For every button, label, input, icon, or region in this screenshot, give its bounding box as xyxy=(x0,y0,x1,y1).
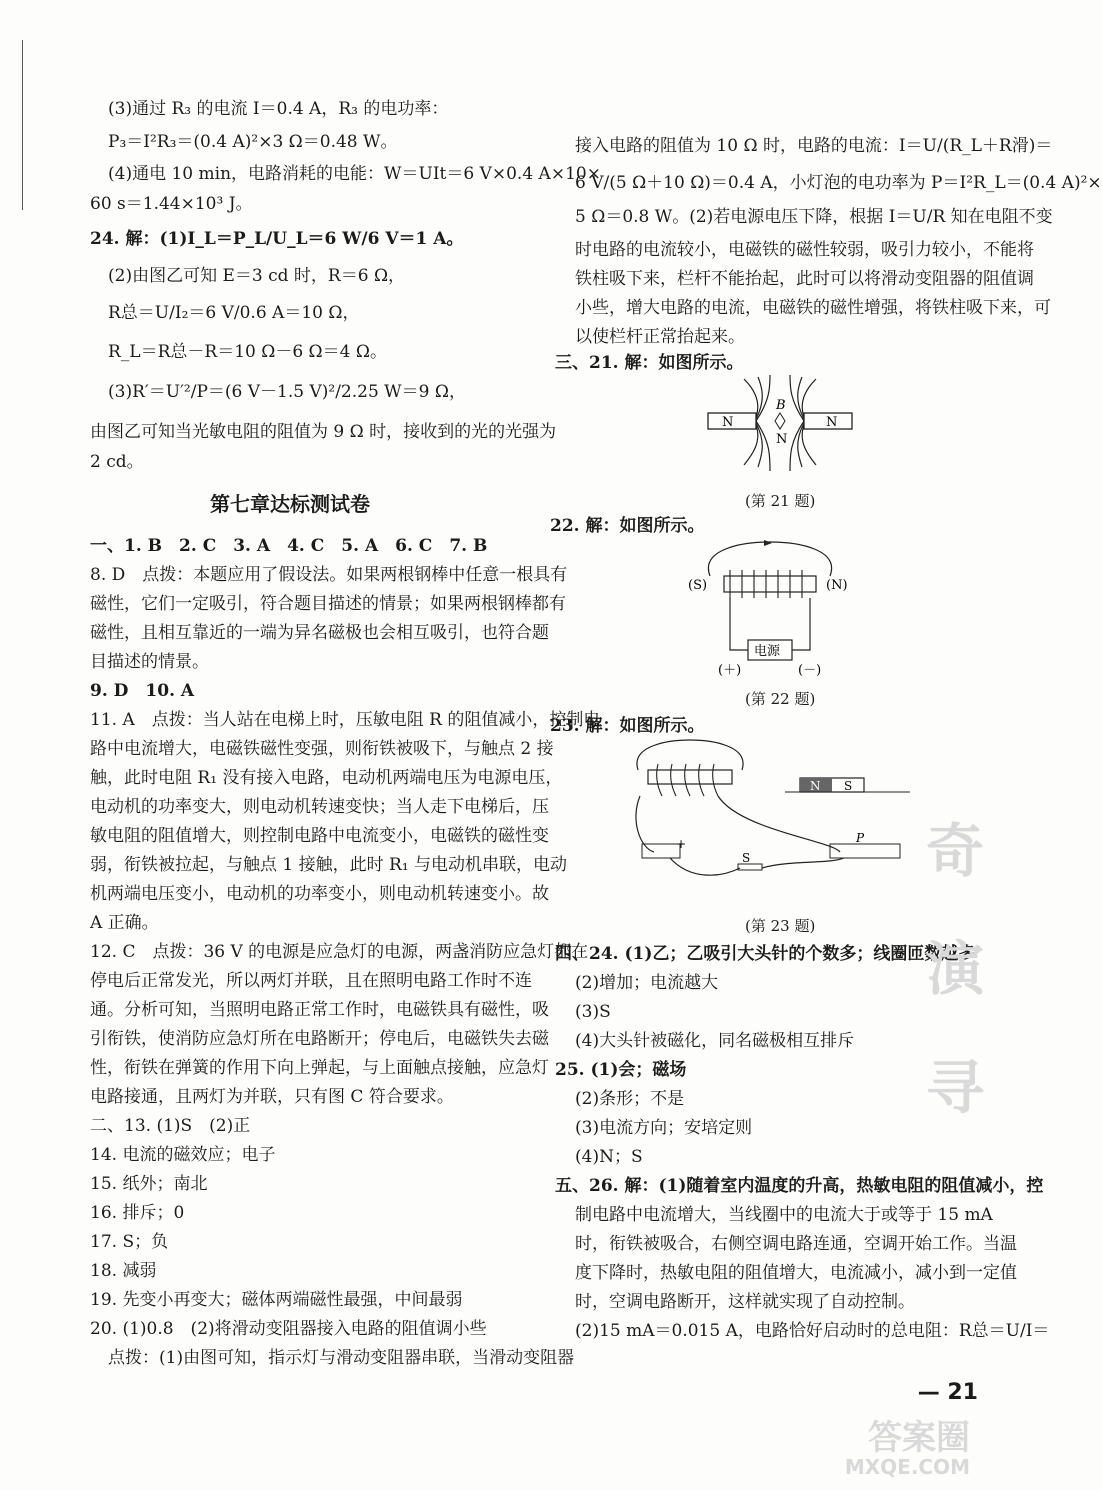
answer-line: 磁性，它们一定吸引，符合题目描述的情景；如果两根钢棒都有 xyxy=(90,594,566,614)
rheostat xyxy=(830,844,900,858)
answer-line: 制电路中电流增大，当线圈中的电流大于或等于 15 mA xyxy=(575,1205,993,1225)
fig21-label: N xyxy=(722,415,734,430)
text-line: 由图乙可知当光敏电阻的阻值为 9 Ω 时，接收到的光的光强为 xyxy=(90,422,557,442)
answer-line: 9. D 10. A xyxy=(90,681,195,701)
answer-line: 触，此时电阻 R₁ 没有接入电路，电动机两端电压为电源电压， xyxy=(90,768,563,788)
answer-line: 19. 先变小再变大；磁体两端磁性最强，中间最弱 xyxy=(90,1290,463,1310)
answer-line: A 正确。 xyxy=(90,913,159,933)
field-loop xyxy=(708,542,831,576)
answer-line: 度下降时，热敏电阻的阻值增大，电流减小，减小到一定值 xyxy=(575,1263,1017,1283)
answer-line: 11. A 点拨：当人站在电梯上时，压敏电阻 R 的阻值减小，控制电 xyxy=(90,710,601,730)
fig22-label: (－) xyxy=(798,663,822,678)
answer-line: 性，衔铁在弹簧的作用下向上弹起，与上面触点接触，应急灯 xyxy=(90,1058,549,1078)
answer-line: 磁性，且相互靠近的一端为异名磁极也会相互吸引，也符合题 xyxy=(90,623,549,643)
answer-line: (2)增加；电流越大 xyxy=(575,973,719,993)
answer-line: 20. (1)0.8 (2)将滑动变阻器接入电路的阻值调小些 xyxy=(90,1319,487,1339)
text-line: 60 s＝1.44×10³ J。 xyxy=(90,194,253,214)
text-line: 接入电路的阻值为 10 Ω 时，电路的电流：I＝U/(R_L＋R滑)＝ xyxy=(575,136,1053,156)
text-line: 时电路的电流较小，电磁铁的磁性较弱，吸引力较小，不能将 xyxy=(575,240,1034,260)
wire xyxy=(730,598,810,650)
answer-line: 敏电阻的阻值增大，则控制电路中电流变小，电磁铁的磁性变 xyxy=(90,826,549,846)
fig22-label: (S) xyxy=(688,578,708,593)
text-line: R总＝U/I₂＝6 V/0.6 A＝10 Ω， xyxy=(108,303,360,323)
text-line: 小些，增大电路的电流，电磁铁的磁性增强，将铁柱吸下来，可 xyxy=(575,298,1051,318)
answer-line: 点拨：(1)由图可知，指示灯与滑动变阻器串联，当滑动变阻器 xyxy=(108,1348,575,1368)
fig23-label: S xyxy=(742,851,751,865)
answer-line: 电路接通，且两灯为并联，只有图 C 符合要求。 xyxy=(90,1087,454,1107)
solenoid-core xyxy=(648,770,732,784)
page-number-value: 21 xyxy=(947,1380,978,1405)
fig22-label: 电源 xyxy=(754,644,781,659)
answer-line: 通。分析可知，当照明电路正常工作时，电磁铁具有磁性，吸 xyxy=(90,1000,549,1020)
fig21-label: N xyxy=(776,432,788,447)
fig23-label: S xyxy=(844,779,853,793)
text-line: 2 cd。 xyxy=(90,452,144,472)
answer-line: 时，衔铁被吸合，右侧空调电路连通，空调开始工作。当温 xyxy=(575,1234,1017,1254)
text-line: 5 Ω＝0.8 W。(2)若电源电压下降，根据 I＝U/R 知在电阻不变 xyxy=(575,207,1053,227)
fig23-label: + xyxy=(676,837,687,851)
text-line: 以使栏杆正常抬起来。 xyxy=(575,327,745,347)
answer-line: 引衔铁，使消防应急灯所在电路断开；停电后，电磁铁失去磁 xyxy=(90,1029,549,1049)
text-line: (3)通过 R₃ 的电流 I＝0.4 A，R₃ 的电功率： xyxy=(108,99,449,119)
figure-caption: (第 22 题) xyxy=(745,690,816,708)
answer-line: (2)15 mA＝0.015 A，电路恰好启动时的总电阻：R总＝U/I＝ xyxy=(575,1321,1050,1341)
text-line: (4)通电 10 min，电路消耗的电能：W＝UIt＝6 V×0.4 A×10× xyxy=(108,164,601,184)
field-lines xyxy=(744,375,816,471)
page-number xyxy=(918,1380,978,1405)
figure-caption: (第 23 题) xyxy=(745,917,816,935)
answer-line: (4)大头针被磁化，同名磁极相互排斥 xyxy=(575,1031,855,1051)
answer-line: 目描述的情景。 xyxy=(90,652,209,672)
answer-line: 路中电流增大，电磁铁磁性变强，则衔铁被吸下，与触点 2 接 xyxy=(90,739,554,759)
coil-windings xyxy=(657,764,718,796)
text-line: 24. 解：(1)I_L＝P_L/U_L＝6 W/6 V＝1 A。 xyxy=(90,229,464,249)
answer-line: 14. 电流的磁效应；电子 xyxy=(90,1145,276,1165)
answer-line: (3)电流方向；安培定则 xyxy=(575,1118,753,1138)
answer-line: 弱，衔铁被拉起，与触点 1 接触，此时 R₁ 与电动机串联，电动 xyxy=(90,855,568,875)
watermark-side: 奇 演 寻 xyxy=(916,820,984,1135)
answer-line: 15. 纸外；南北 xyxy=(90,1174,208,1194)
text-line: 铁柱吸下来，栏杆不能抬起，此时可以将滑动变阻器的阻值调 xyxy=(575,269,1034,289)
fig22-label: (N) xyxy=(826,578,848,593)
text-line: R_L＝R总－R＝10 Ω－6 Ω＝4 Ω。 xyxy=(108,342,387,362)
answer-line: 16. 排斥；0 xyxy=(90,1203,185,1223)
text-line: (2)由图乙可知 E＝3 cd 时，R＝6 Ω， xyxy=(108,266,406,286)
text-line: (3)R′＝U′²/P＝(6 V－1.5 V)²/2.25 W＝9 Ω， xyxy=(108,382,466,402)
answer-line: 25. (1)会；磁场 xyxy=(555,1060,687,1080)
answer-line: (4)N；S xyxy=(575,1147,643,1167)
coil-windings xyxy=(730,570,802,598)
figure-21-magnet-field xyxy=(700,375,860,475)
wire xyxy=(670,858,844,875)
answer-line: 电动机的功率变大，则电动机转速变快；当人走下电梯后，压 xyxy=(90,797,549,817)
fig23-label: P xyxy=(856,831,865,845)
question-label: 三、21. 解：如图所示。 xyxy=(555,353,744,373)
battery xyxy=(642,844,680,858)
text-line: P₃＝I²R₃＝(0.4 A)²×3 Ω＝0.48 W。 xyxy=(108,132,398,152)
fig21-label: B xyxy=(776,398,786,413)
answer-line: 二、13. (1)S (2)正 xyxy=(90,1116,251,1136)
watermark-site: MXQE.COM xyxy=(844,1455,970,1479)
figure-23-circuit xyxy=(630,740,920,885)
page-edge-line xyxy=(22,40,23,210)
answer-line: 17. S；负 xyxy=(90,1232,169,1252)
answer-line: 时，空调电路断开，这样就实现了自动控制。 xyxy=(575,1292,915,1312)
answer-line: 8. D 点拨：本题应用了假设法。如果两根钢棒中任意一根具有 xyxy=(90,565,568,585)
figure-22-solenoid xyxy=(680,540,860,680)
answer-line: (2)条形；不是 xyxy=(575,1089,685,1109)
fig23-label: N xyxy=(810,779,821,793)
page-number-dash: — xyxy=(917,1380,940,1405)
fig22-label: (＋) xyxy=(718,663,742,678)
compass-needle xyxy=(775,413,785,429)
answer-line: 12. C 点拨：36 V 的电源是应急灯的电源，两盏消防应急灯都在 xyxy=(90,942,589,962)
answer-line: 18. 减弱 xyxy=(90,1261,157,1281)
field-loop xyxy=(637,740,743,770)
text-line: 6 V/(5 Ω＋10 Ω)＝0.4 A，小灯泡的电功率为 P＝I²R_L＝(0.4 A)²× xyxy=(575,173,1102,193)
question-label: 23. 解：如图所示。 xyxy=(550,716,705,736)
answer-line: 五、26. 解：(1)随着室内温度的升高，热敏电阻的阻值减小，控 xyxy=(555,1176,1044,1196)
question-label: 22. 解：如图所示。 xyxy=(550,516,705,536)
fig21-label: N xyxy=(826,415,838,430)
answer-line: 机两端电压变小，电动机的功率变小，则电动机转速变小。故 xyxy=(90,884,549,904)
watermark-brand: 答案圈 xyxy=(868,1418,970,1458)
answer-line: 停电后正常发光，所以两灯并联，且在照明电路工作时不连 xyxy=(90,971,532,991)
answer-line: (3)S xyxy=(575,1002,611,1022)
chapter-title: 第七章达标测试卷 xyxy=(210,492,370,516)
arrow-icon xyxy=(764,540,772,546)
answer-line: 四、24. (1)乙；乙吸引大头针的个数多；线圈匝数越多 xyxy=(555,944,976,964)
answer-line: 一、1. B 2. C 3. A 4. C 5. A 6. C 7. B xyxy=(90,536,488,556)
figure-caption: (第 21 题) xyxy=(745,492,816,510)
